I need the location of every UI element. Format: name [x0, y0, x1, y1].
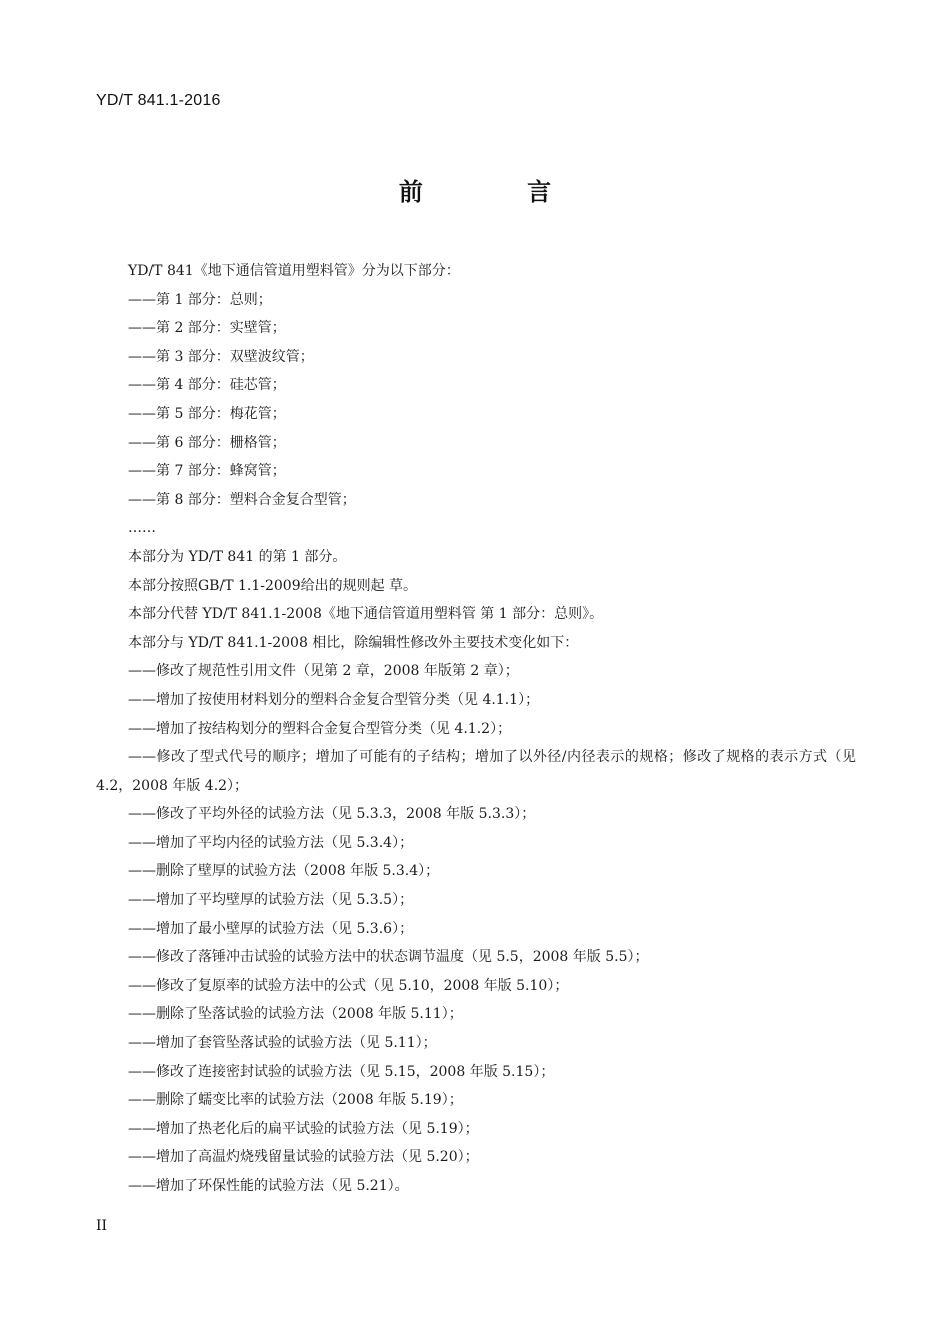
- paragraph: ——第 6 部分：栅格管；: [128, 434, 286, 451]
- paragraph: ——第 3 部分：双壁波纹管；: [128, 348, 314, 365]
- paragraph: 本部分按照GB/T 1.1-2009给出的规则起 草。: [128, 577, 418, 594]
- paragraph: ——第 8 部分：塑料合金复合型管；: [128, 491, 356, 508]
- paragraph: ——第 5 部分：梅花管；: [128, 405, 286, 422]
- paragraph: ——删除了蠕变比率的试验方法（2008 年版 5.19）；: [128, 1092, 463, 1109]
- paragraph: ——删除了壁厚的试验方法（2008 年版 5.3.4）；: [128, 863, 440, 880]
- paragraph: ——增加了最小壁厚的试验方法（见 5.3.6）；: [128, 920, 414, 937]
- paragraph: ——修改了平均外径的试验方法（见 5.3.3，2008 年版 5.3.3）；: [128, 806, 536, 823]
- paragraph: ——修改了型式代号的顺序；增加了可能有的子结构；增加了以外径/内径表示的规格；修改了规格的表示方式（见 4.2，2008 年版 4.2）；: [96, 749, 856, 794]
- paragraph: ——第 7 部分：蜂窝管；: [128, 463, 286, 480]
- foreword-body: [96, 257, 856, 1201]
- paragraph: ——修改了落锤冲击试验的试验方法中的状态调节温度（见 5.5，2008 年版 5.5）；: [128, 949, 649, 966]
- document-code: YD/T 841.1-2016: [96, 92, 221, 109]
- paragraph: ——增加了按结构划分的塑料合金复合型管分类（见 4.1.2）；: [128, 720, 512, 737]
- paragraph: ——增加了套管坠落试验的试验方法（见 5.11）；: [128, 1035, 437, 1052]
- paragraph: 本部分为 YD/T 841 的第 1 部分。: [128, 548, 347, 565]
- page-title: 前 言: [398, 178, 600, 206]
- paragraph: YD/T 841《地下通信管道用塑料管》分为以下部分：: [128, 263, 460, 279]
- paragraph: ——增加了高温灼烧残留量试验的试验方法（见 5.20）；: [128, 1149, 479, 1166]
- paragraph: ——第 4 部分：硅芯管；: [128, 377, 286, 394]
- paragraph: ——增加了按使用材料划分的塑料合金复合型管分类（见 4.1.1）；: [128, 691, 540, 708]
- paragraph: ——修改了规范性引用文件（见第 2 章，2008 年版第 2 章）；: [128, 663, 519, 680]
- paragraph: ——增加了环保性能的试验方法（见 5.21）。: [128, 1178, 409, 1194]
- paragraph: 本部分代替 YD/T 841.1-2008《地下通信管道用塑料管 第 1 部分：总则》。: [128, 606, 604, 623]
- paragraph: ——增加了热老化后的扁平试验的试验方法（见 5.19）；: [128, 1120, 479, 1137]
- paragraph: ——第 1 部分：总则；: [128, 291, 272, 308]
- paragraph: ——修改了复原率的试验方法中的公式（见 5.10，2008 年版 5.10）；: [128, 977, 569, 994]
- paragraph: ——修改了连接密封试验的试验方法（见 5.15，2008 年版 5.15）；: [128, 1063, 555, 1080]
- paragraph: ——增加了平均内径的试验方法（见 5.3.4）；: [128, 834, 414, 851]
- paragraph: ——删除了坠落试验的试验方法（2008 年版 5.11）；: [128, 1006, 463, 1023]
- paragraph: ——增加了平均壁厚的试验方法（见 5.3.5）；: [128, 892, 414, 909]
- paragraph: 本部分与 YD/T 841.1-2008 相比，除编辑性修改外主要技术变化如下：: [128, 634, 579, 651]
- paragraph: ……: [128, 520, 156, 537]
- paragraph: ——第 2 部分：实壁管；: [128, 320, 286, 337]
- page-number: II: [96, 1218, 108, 1234]
